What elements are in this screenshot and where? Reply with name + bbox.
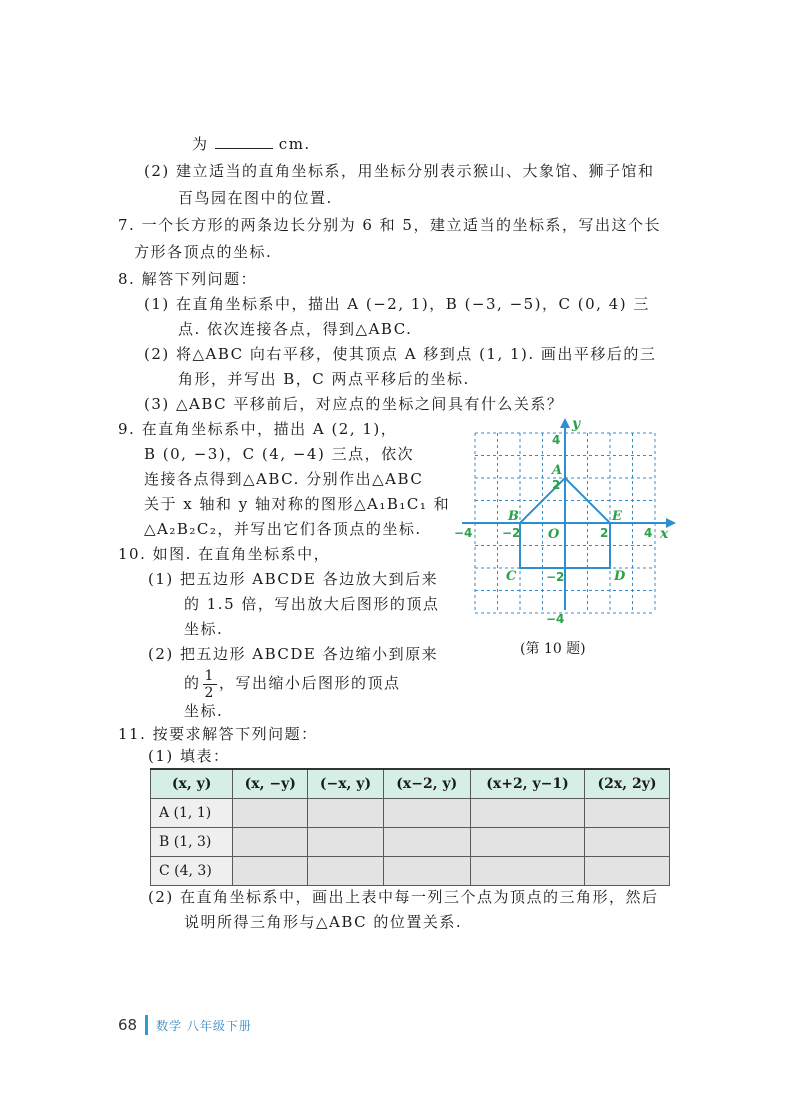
- point-label-c: C: [506, 569, 517, 584]
- origin-label: O: [548, 527, 560, 542]
- text-line: (1) 填表：: [148, 747, 230, 765]
- table-row: [151, 857, 670, 886]
- table-header-cell: (x, −y): [233, 769, 308, 799]
- table-header-cell: (x−2, y): [383, 769, 470, 799]
- table-cell-empty: [383, 828, 470, 857]
- table-cell-empty: [308, 857, 383, 886]
- fraction: [203, 668, 217, 701]
- text-line: (2) 把五边形 ABCDE 各边缩小到原来: [148, 645, 439, 663]
- table-header-row: [151, 769, 670, 799]
- question-7: 7. 一个长方形的两条边长分别为 6 和 5，建立适当的坐标系，写出这个长: [118, 216, 661, 234]
- line-fragment: ，写出缩小后图形的顶点: [218, 674, 401, 692]
- table-cell-empty: [233, 828, 308, 857]
- table-header-cell: (−x, y): [308, 769, 383, 799]
- text-line: 百鸟园在图中的位置.: [178, 189, 333, 207]
- table-cell-empty: [585, 799, 670, 828]
- text-line: (1) 把五边形 ABCDE 各边放大到后来: [148, 570, 439, 588]
- x-axis-label: x: [660, 526, 669, 542]
- table-header-cell: (x, y): [151, 769, 233, 799]
- point-label-b: B: [508, 509, 519, 524]
- text-line: (2) 将△ABC 向右平移，使其顶点 A 移到点 (1, 1). 画出平移后的三: [144, 345, 657, 363]
- coordinate-figure: [440, 410, 690, 630]
- question-11-table: [150, 768, 670, 886]
- page-number: 68: [118, 1016, 138, 1034]
- question-10: 10. 如图. 在直角坐标系中，: [118, 545, 331, 563]
- table-cell-empty: [470, 857, 584, 886]
- text-line: △A₂B₂C₂，并写出它们各顶点的坐标.: [144, 520, 422, 538]
- question-9: 9. 在直角坐标系中，描出 A (2, 1)，: [118, 420, 398, 438]
- page-footer: [118, 1014, 252, 1036]
- table-cell-empty: [383, 799, 470, 828]
- table-cell-empty: [308, 828, 383, 857]
- text-line: (2) 在直角坐标系中，画出上表中每一列三个点为顶点的三角形，然后: [148, 888, 659, 906]
- table-row-header: C (4, 3): [151, 857, 233, 886]
- text-line: (2) 建立适当的直角坐标系，用坐标分别表示猴山、大象馆、狮子馆和: [144, 162, 655, 180]
- tick-label-y-4: 4: [552, 433, 561, 447]
- table-row-header: A (1, 1): [151, 799, 233, 828]
- y-axis-arrow: [560, 418, 570, 428]
- table-cell-empty: [233, 857, 308, 886]
- tick-label-y-2: 2: [552, 478, 561, 492]
- table-cell-empty: [585, 828, 670, 857]
- question-8: 8. 解答下列问题：: [118, 270, 258, 288]
- tick-label-x-neg4: −4: [454, 526, 473, 540]
- tick-label-x-4: 4: [644, 526, 653, 540]
- line-fragment: 为: [192, 135, 209, 153]
- table-cell-empty: [470, 799, 584, 828]
- text-line: 坐标.: [184, 702, 224, 720]
- footer-divider: [145, 1015, 148, 1035]
- table-cell-empty: [470, 828, 584, 857]
- tick-label-y-neg4: −4: [546, 612, 565, 626]
- table-cell-empty: [585, 857, 670, 886]
- text-line: 关于 x 轴和 y 轴对称的图形△A₁B₁C₁ 和: [144, 495, 451, 513]
- table-row: [151, 828, 670, 857]
- tick-label-x-neg2: −2: [502, 526, 521, 540]
- text-line: 角形，并写出 B，C 两点平移后的坐标.: [178, 370, 470, 388]
- text-line: 点. 依次连接各点，得到△ABC.: [178, 320, 413, 338]
- table-header-cell: (x+2, y−1): [470, 769, 584, 799]
- table-row-header: B (1, 3): [151, 828, 233, 857]
- figure-caption: (第 10 题): [520, 641, 586, 657]
- text-line: 连接各点得到△ABC. 分别作出△ABC: [144, 470, 424, 488]
- table-row: [151, 799, 670, 828]
- text-line: [192, 133, 311, 155]
- book-title: 数学 八年级下册: [156, 1018, 252, 1033]
- point-label-a: A: [552, 463, 563, 478]
- text-line: 的 1.5 倍，写出放大后图形的顶点: [184, 595, 440, 613]
- question-11: 11. 按要求解答下列问题：: [118, 725, 318, 743]
- table-cell-empty: [233, 799, 308, 828]
- answer-blank: [215, 134, 273, 149]
- table-cell-empty: [308, 799, 383, 828]
- text-line: 坐标.: [184, 620, 224, 638]
- text-line: 方形各顶点的坐标.: [134, 243, 273, 261]
- text-line: (1) 在直角坐标系中，描出 A (−2, 1)，B (−3, −5)，C (0, 4) 三: [144, 295, 650, 313]
- tick-label-x-2: 2: [600, 526, 609, 540]
- table-cell-empty: [383, 857, 470, 886]
- table-body: [151, 799, 670, 886]
- fraction-denominator: 2: [204, 684, 215, 701]
- tick-label-y-neg2: −2: [546, 570, 565, 584]
- point-label-e: E: [612, 509, 622, 524]
- fraction-numerator: 1: [204, 667, 215, 684]
- line-fragment: 的: [184, 674, 201, 692]
- text-line: 说明所得三角形与△ABC 的位置关系.: [184, 913, 463, 931]
- table-header-cell: (2x, 2y): [585, 769, 670, 799]
- point-label-d: D: [614, 569, 626, 584]
- text-line: (3) △ABC 平移前后，对应点的坐标之间具有什么关系？: [144, 395, 564, 413]
- text-line: [184, 663, 400, 703]
- y-axis-label: y: [572, 416, 581, 432]
- text-line: B (0, −3)，C (4, −4) 三点，依次: [144, 445, 415, 463]
- line-fragment: cm.: [278, 135, 311, 153]
